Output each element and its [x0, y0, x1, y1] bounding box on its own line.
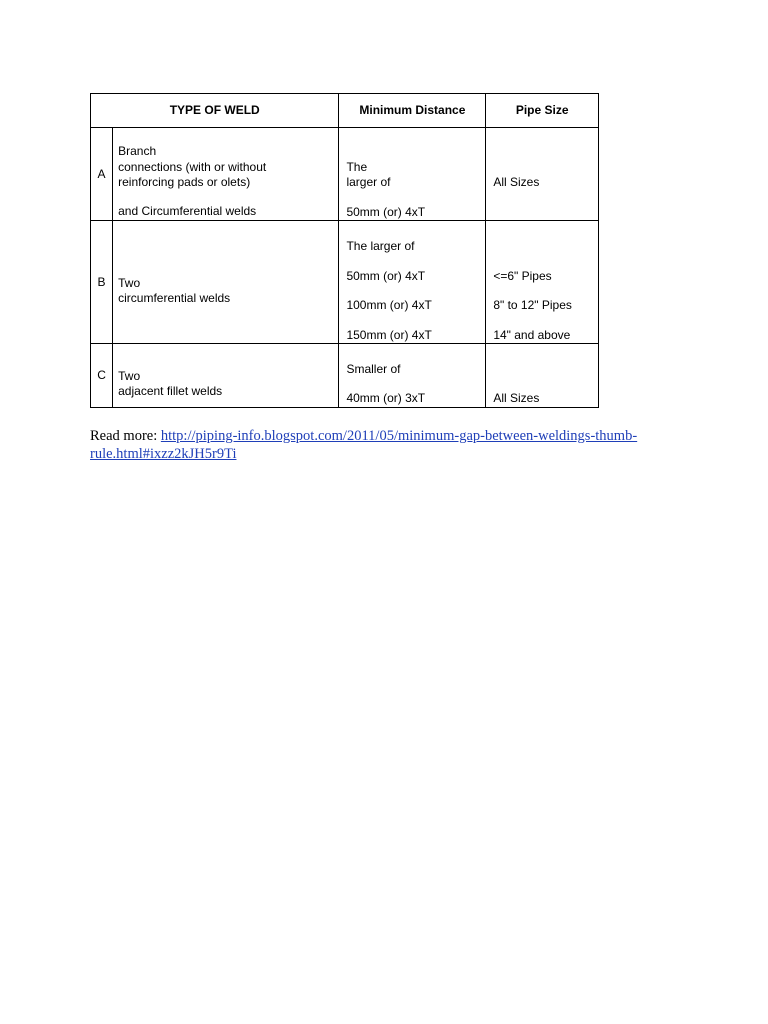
type-line: reinforcing pads or olets)	[118, 175, 251, 189]
row-id: B	[91, 221, 113, 344]
row-id: A	[91, 128, 113, 221]
size-line: All Sizes	[493, 175, 540, 189]
distance-line: Smaller of	[346, 362, 401, 376]
distance-cell	[339, 128, 486, 221]
type-line: circumferential welds	[118, 291, 231, 305]
header-type-of-weld: TYPE OF WELD	[91, 94, 339, 128]
link-line-2[interactable]: rule.html#ixzz2kJH5r9Ti	[90, 446, 237, 462]
size-cell	[486, 221, 599, 344]
distance-line: 50mm (or) 4xT	[346, 205, 426, 219]
distance-cell	[339, 344, 486, 408]
distance-line: 50mm (or) 4xT	[346, 269, 426, 283]
read-more-paragraph	[90, 427, 690, 463]
distance-line: 100mm (or) 4xT	[346, 298, 432, 312]
table-row	[91, 128, 599, 221]
distance-line: The	[346, 160, 368, 174]
distance-line: 40mm (or) 3xT	[346, 391, 426, 405]
type-line: Branch	[118, 144, 157, 158]
size-line: All Sizes	[493, 391, 540, 405]
distance-line: larger of	[346, 175, 391, 189]
size-cell	[486, 128, 599, 221]
type-line: Two	[118, 369, 141, 383]
distance-cell	[339, 221, 486, 344]
type-cell	[113, 221, 339, 344]
type-cell	[113, 344, 339, 408]
size-line: <=6" Pipes	[493, 269, 552, 283]
distance-line: 150mm (or) 4xT	[346, 328, 432, 342]
type-cell	[113, 128, 339, 221]
type-line: Two	[118, 276, 141, 290]
read-more-label: Read more:	[90, 428, 161, 444]
source-link[interactable]	[90, 428, 637, 462]
link-line-1[interactable]: http://piping-info.blogspot.com/2011/05/minimum-gap-between-weldings-thumb-	[160, 428, 638, 444]
distance-line: The larger of	[346, 239, 415, 253]
row-id: C	[91, 344, 113, 408]
type-line: connections (with or without	[118, 160, 267, 174]
size-line: 14" and above	[493, 328, 571, 342]
table-row	[91, 221, 599, 344]
weld-distance-table	[90, 93, 599, 408]
header-pipe-size: Pipe Size	[486, 94, 599, 128]
table-header-row	[91, 94, 599, 128]
table-row	[91, 344, 599, 408]
header-minimum-distance: Minimum Distance	[339, 94, 486, 128]
type-line: and Circumferential welds	[118, 204, 257, 218]
type-line: adjacent fillet welds	[118, 384, 223, 398]
size-line: 8" to 12" Pipes	[493, 298, 572, 312]
size-cell	[486, 344, 599, 408]
